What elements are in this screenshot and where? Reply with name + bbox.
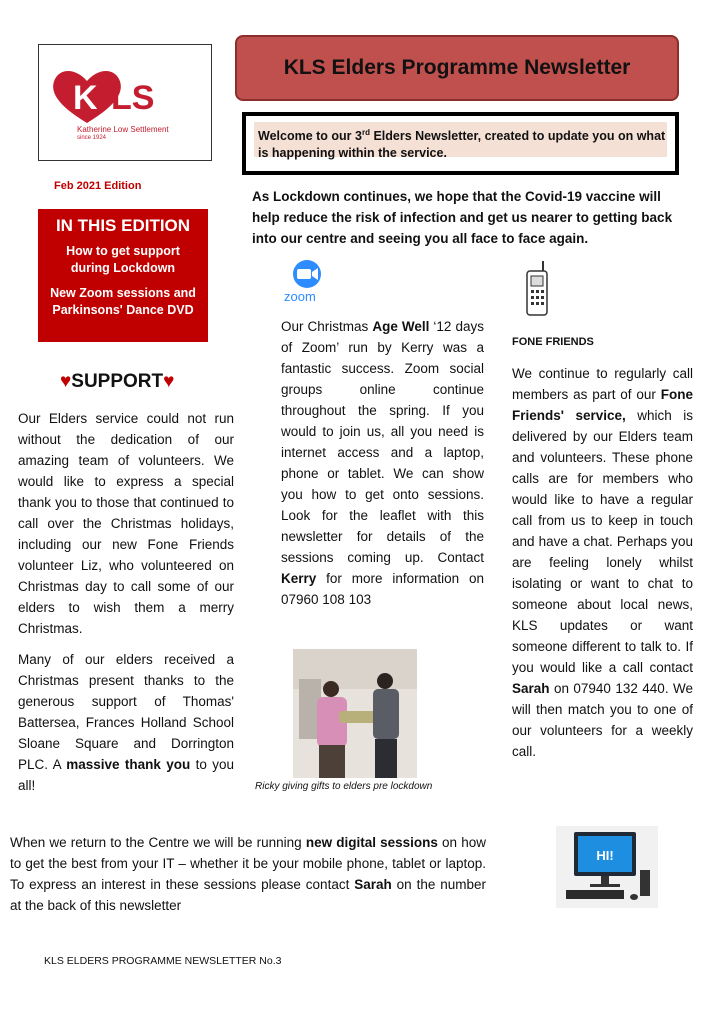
digital-p-b: on how to get the best from your IT – whether it be your mobile phone, tablet or laptop. To express an interest in these sessions please contact xyxy=(10,835,486,892)
fone-p-bold-1: Fone Friends' service, xyxy=(512,387,693,423)
support-paragraph-1: Our Elders service could not run without the dedication of our amazing team of volunteers. We would like to express a special thank you to those that continued to call over the Christmas holidays, including our new Fone Friends volunteer Liz, who volunteered on Christmas day to call some of our elders to wish them a merry Christmas. xyxy=(18,411,234,636)
newsletter-title-banner xyxy=(235,35,679,101)
page-title: KLS Elders Programme Newsletter xyxy=(283,56,631,79)
fone-friends-heading: FONE FRIENDS xyxy=(512,336,594,348)
org-name: Katherine Low Settlement xyxy=(77,125,169,134)
digital-sessions-paragraph xyxy=(10,832,486,916)
gift-photo xyxy=(293,649,417,778)
welcome-highlight xyxy=(254,122,667,161)
welcome-box xyxy=(242,112,679,175)
welcome-text xyxy=(258,124,666,162)
edition-item: New Zoom sessions and Parkinsons' Dance DVD xyxy=(50,286,196,317)
zoom-brand-text: zoom xyxy=(284,289,316,304)
edition-item: How to get support during Lockdown xyxy=(66,244,180,275)
digital-p-bold-1: new digital sessions xyxy=(305,835,438,850)
support-p2-b: to you all! xyxy=(18,757,235,793)
digital-p-c: on the number at the back of this newsletter xyxy=(10,877,487,913)
edition-box-title: IN THIS EDITION xyxy=(55,216,191,235)
svg-text:LS: LS xyxy=(111,79,155,117)
support-heading xyxy=(60,371,174,393)
heart-icon: ♥ xyxy=(60,371,72,392)
photo-caption: Ricky giving gifts to elders pre lockdown xyxy=(255,781,433,792)
kls-heart-logo-icon xyxy=(49,63,209,133)
footer-text: KLS ELDERS PROGRAMME NEWSLETTER No.3 xyxy=(44,955,282,967)
fone-p-b: which is delivered by our Elders team and volunteers. These phone calls are for members who would like to have a regular call from us to keep in touch and have a chat. Perhaps you are feeling lonely whilst isolating or want to chat to someone about local news, KLS updates or want someone different to talk to. If you would like a call contact xyxy=(512,408,693,675)
digital-p-bold-2: Sarah xyxy=(354,877,392,892)
zoom-p-a: Our Christmas xyxy=(281,319,373,334)
support-p2-bold: massive thank you xyxy=(66,757,191,772)
svg-text:K: K xyxy=(73,79,98,117)
support-paragraph-2 xyxy=(18,649,234,796)
mobile-phone-icon xyxy=(523,261,553,322)
kls-logo xyxy=(38,44,212,161)
zoom-paragraph xyxy=(281,316,484,610)
heart-icon: ♥ xyxy=(163,371,175,392)
digital-p-a: When we return to the Centre we will be running xyxy=(10,835,306,850)
zoom-p-b: ‘12 days of Zoom’ run by Kerry was a fantastic success. Zoom social groups online continue throughout the spring. If you would to join us, all you need is internet access and a laptop, phone or tablet. We can show you how to get onto sessions. Look for the leaflet with this newsletter for details of the sessions coming up. Contact xyxy=(281,319,484,565)
zoom-p-bold-2: Kerry xyxy=(281,571,317,586)
zoom-p-c: for more information on 07960 108 103 xyxy=(281,571,484,607)
edition-label: Feb 2021 Edition xyxy=(54,180,142,192)
welcome-text-a: Welcome to our 3 xyxy=(258,129,362,144)
fone-friends-paragraph xyxy=(512,363,693,762)
fone-p-c: on 07940 132 440. We will then match you to one of our volunteers for a weekly call. xyxy=(512,681,693,759)
zoom-icon xyxy=(284,259,330,310)
welcome-ordinal: rd xyxy=(361,128,370,137)
welcome-text-b: Elders Newsletter, created to update you on what is happening within the service. xyxy=(258,129,666,161)
zoom-p-bold-1: Age Well xyxy=(372,319,430,334)
fone-p-bold-2: Sarah xyxy=(512,681,550,696)
org-since: since 1924 xyxy=(77,135,107,141)
lead-paragraph: As Lockdown continues, we hope that the Covid-19 vaccine will help reduce the risk of infection and get us nearer to getting back into our centre and seeing you all face to face again. xyxy=(252,189,673,246)
support-heading-text: SUPPORT xyxy=(71,371,164,392)
computer-icon xyxy=(556,826,658,908)
in-this-edition-box xyxy=(38,209,208,342)
screen-greeting: HI! xyxy=(596,848,614,863)
fone-p-a: We continue to regularly call members as part of our xyxy=(512,366,693,402)
support-p2-a: Many of our elders received a Christmas present thanks to the generous support of Thomas' Battersea, Frances Holland School Sloane Square and Dorrington PLC. A xyxy=(18,652,234,772)
